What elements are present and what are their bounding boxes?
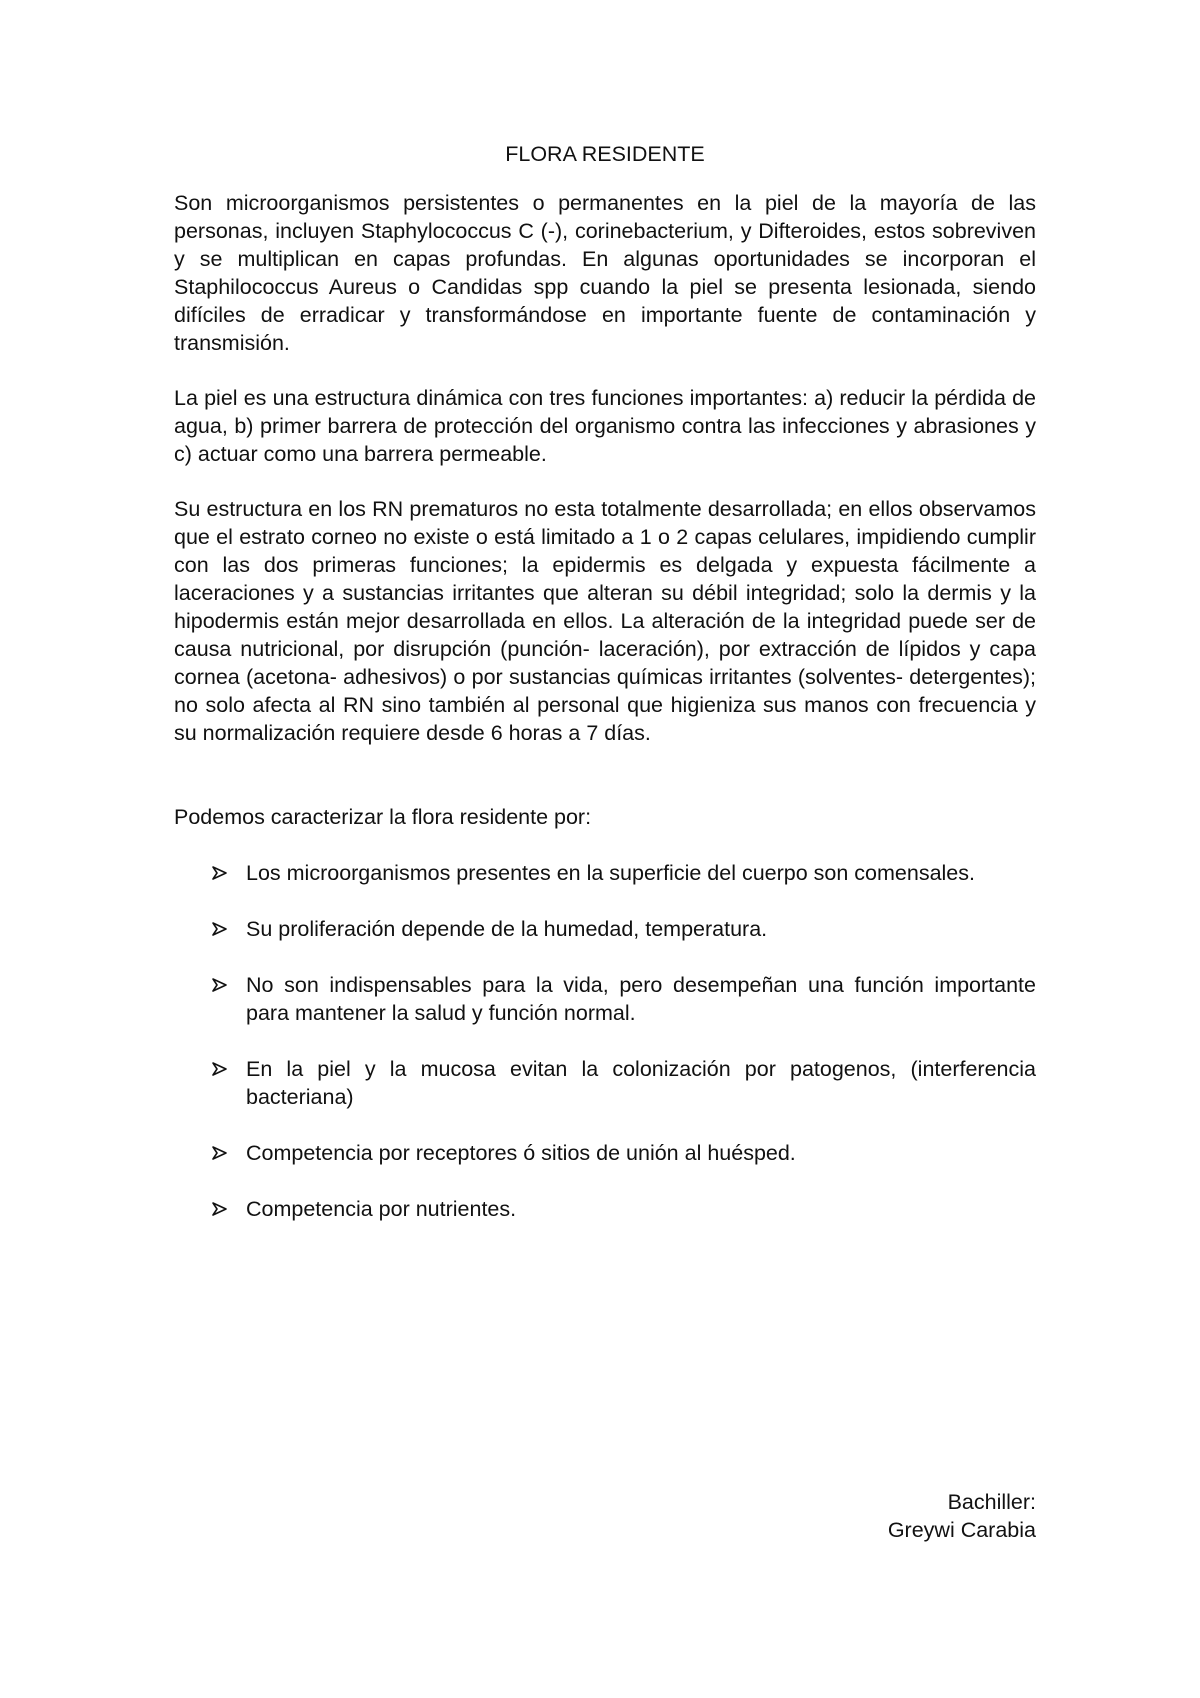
list-item: [174, 915, 1036, 943]
characteristics-list: [174, 859, 1036, 1223]
document-title: FLORA RESIDENTE: [505, 142, 705, 166]
signature-block: [888, 1488, 1036, 1544]
list-item-text: En la piel y la mucosa evitan la colonización por patogenos, (interferencia bacteriana): [246, 1057, 1036, 1109]
paragraph-premature-skin: Su estructura en los RN prematuros no esta totalmente desarrollada; en ellos observamos que el estrato corneo no existe o está limitado a 1 o 2 capas celulares, impidiendo cumplir con las dos primeras funciones; la epidermis es delgada y expuesta fácilmente a laceraciones y a sustancias irritantes que alteran su débil integridad; solo la dermis y la hipodermis están mejor desarrollada en ellos. La alteración de la integridad puede ser de causa nutricional, por disrupción (punción- laceración), por extracción de lípidos y capa cornea (acetona- adhesivos) o por sustancias químicas irritantes (solventes- detergentes); no solo afecta al RN sino también al personal que higieniza sus manos con frecuencia y su normalización requiere desde 6 horas a 7 días.: [174, 497, 1036, 745]
arrowhead-bullet-icon: [210, 915, 230, 943]
list-item: [174, 1195, 1036, 1223]
arrowhead-bullet-icon: [210, 1055, 230, 1083]
arrowhead-bullet-icon: [210, 859, 230, 887]
list-item: [174, 1139, 1036, 1167]
arrowhead-bullet-icon: [210, 971, 230, 999]
list-item-text: Competencia por nutrientes.: [246, 1197, 517, 1221]
list-item-text: Los microorganismos presentes en la superficie del cuerpo son comensales.: [246, 861, 975, 885]
list-item-text: No son indispensables para la vida, pero desempeñan una función importante para mantener la salud y función normal.: [246, 973, 1036, 1025]
paragraph-definition: Son microorganismos persistentes o permanentes en la piel de la mayoría de las personas, incluyen Staphylococcus C (-), corinebacterium, y Difteroides, estos sobreviven y se multiplican en capas profundas. En algunas oportunidades se incorporan el Staphilococcus Aureus o Candidas spp cuando la piel se presenta lesionada, siendo difíciles de erradicar y transformándose en importante fuente de contaminación y transmisión.: [174, 191, 1036, 355]
list-item: [174, 1055, 1036, 1111]
list-item: [174, 971, 1036, 1027]
arrowhead-bullet-icon: [210, 1139, 230, 1167]
list-item: [174, 859, 1036, 887]
list-item-text: Su proliferación depende de la humedad, temperatura.: [246, 917, 768, 941]
signature-role: Bachiller:: [947, 1490, 1036, 1514]
list-intro: Podemos caracterizar la flora residente por:: [174, 805, 592, 829]
signature-name: Greywi Carabia: [887, 1518, 1036, 1542]
paragraph-skin-functions: La piel es una estructura dinámica con tres funciones importantes: a) reducir la pérdida de agua, b) primer barrera de protección del organismo contra las infecciones y abrasiones y c) actuar como una barrera permeable.: [174, 386, 1036, 466]
document-body: [174, 140, 1036, 1251]
arrowhead-bullet-icon: [210, 1195, 230, 1223]
list-item-text: Competencia por receptores ó sitios de unión al huésped.: [246, 1141, 796, 1165]
